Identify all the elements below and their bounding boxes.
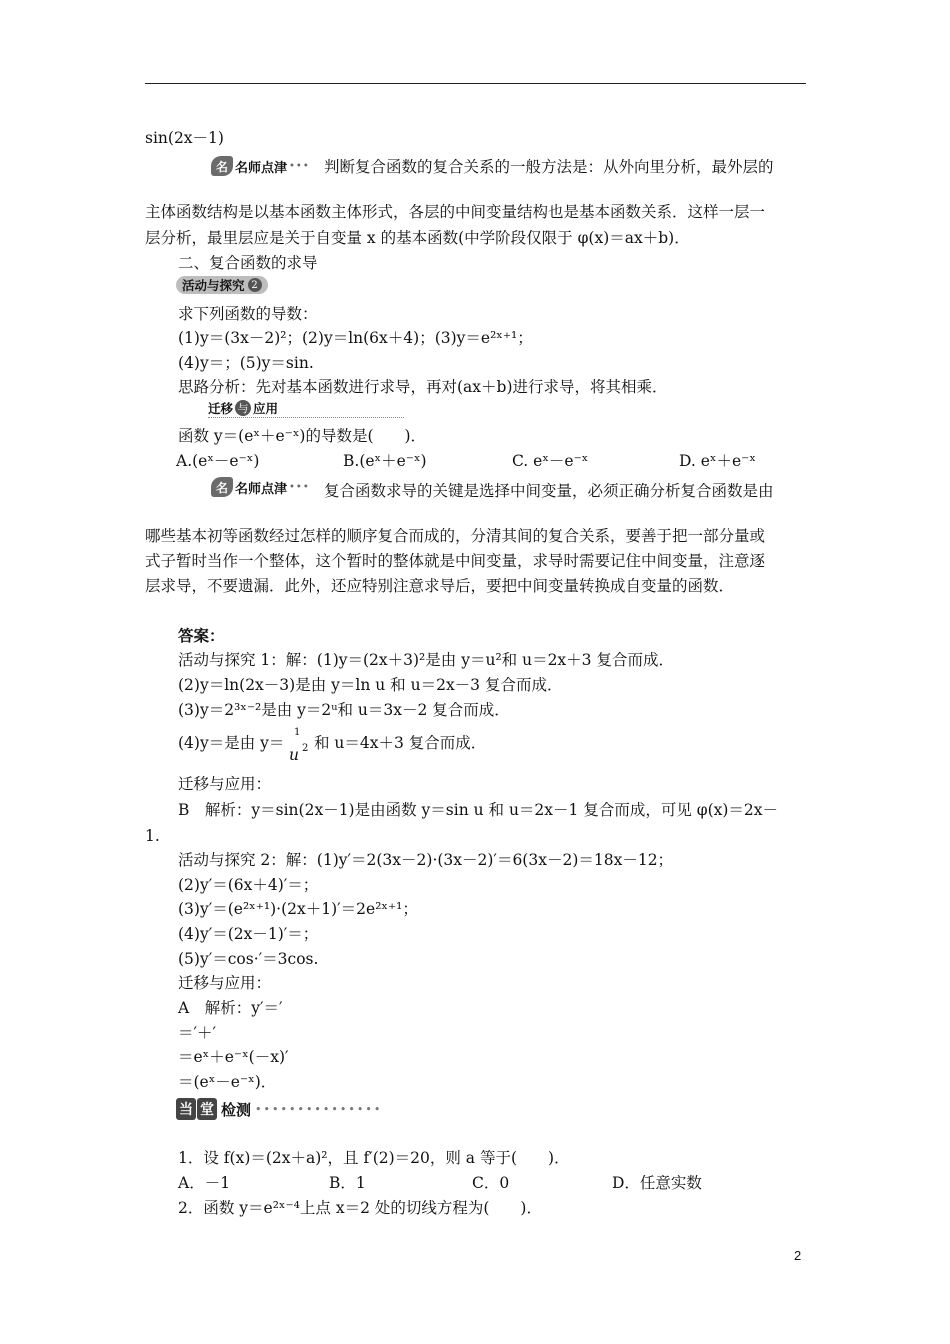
- tag-label: 活动与探究: [182, 278, 245, 293]
- dots-decoration: •••: [289, 481, 310, 493]
- answer-line: A 解析：y′＝′: [178, 999, 283, 1017]
- answer-title: 答案：: [178, 626, 225, 645]
- text-line: 复合函数求导的关键是选择中间变量，必须正确分析复合函数是由: [324, 482, 774, 500]
- exponent-bottom: 2: [302, 743, 309, 754]
- text-line: (1)y＝(3x－2)²；(2)y＝ln(6x＋4)；(3)y＝e²ˣ⁺¹；: [178, 329, 533, 347]
- text-line: 哪些基本初等函数经过怎样的顺序复合而成的，分清其间的复合关系，要善于把一部分量或: [145, 527, 766, 545]
- tag-label: 应用: [253, 401, 279, 416]
- mingshi-badge-icon: 名: [211, 156, 233, 176]
- option-c: C. eˣ－e⁻ˣ: [512, 452, 589, 470]
- answer-line: (4)y＝是由 y＝: [178, 734, 285, 752]
- circle-badge-icon: 与: [235, 400, 251, 416]
- tag-block: 当: [176, 1098, 196, 1120]
- section-heading: 二、复合函数的求导: [178, 254, 318, 272]
- text-line: 函数 y＝(eˣ＋e⁻ˣ)的导数是( )．: [178, 427, 427, 445]
- huodong-tag: [176, 276, 268, 294]
- text-line: 求下列函数的导数：: [178, 305, 318, 323]
- answer-line: ＝(eˣ－e⁻ˣ)．: [178, 1073, 277, 1091]
- text-line: 层求导，不要遗漏．此外，还应特别注意求导后，要把中间变量转换成自变量的函数．: [145, 577, 735, 595]
- answer-line: 迁移与应用：: [178, 974, 272, 992]
- tag-block: 堂: [197, 1098, 217, 1120]
- option-d: D．任意实数: [612, 1174, 702, 1192]
- tag-label: 名师点津: [235, 160, 288, 176]
- tag-label: 检测: [221, 1100, 252, 1119]
- text-line: 判断复合函数的复合关系的一般方法是：从外向里分析，最外层的: [324, 158, 774, 176]
- header-rule: [145, 83, 806, 84]
- answer-line: 迁移与应用：: [178, 775, 272, 793]
- option-d: D. eˣ＋e⁻ˣ: [679, 452, 756, 470]
- number-badge-icon: 2: [248, 278, 262, 292]
- answer-line: ＝′＋′: [178, 1024, 217, 1042]
- answer-line: 1.: [145, 827, 160, 845]
- mingshi-tag: [211, 156, 310, 176]
- question-2: 2．函数 y＝e²ˣ⁻⁴上点 x＝2 处的切线方程为( )．: [178, 1199, 542, 1217]
- mingshi-badge-icon: 名: [211, 477, 233, 497]
- question-1: 1．设 f(x)＝(2x＋a)²，且 f′(2)＝20，则 a 等于( )．: [178, 1149, 570, 1167]
- text-line: 思路分析：先对基本函数进行求导，再对(ax＋b)进行求导，将其相乘．: [178, 378, 668, 396]
- mingshi-tag: [211, 477, 310, 497]
- option-b: B．1: [329, 1174, 366, 1192]
- text-line: 层分析，最里层应是关于自变量 x 的基本函数(中学阶段仅限于 φ(x)＝ax＋b)．: [145, 229, 690, 247]
- answer-line: (3)y＝2³ˣ⁻²是由 y＝2ᵘ和 u＝3x－2 复合而成．: [178, 701, 510, 719]
- tag-label: 名师点津: [235, 481, 288, 497]
- option-c: C．0: [472, 1174, 510, 1192]
- dots-decoration: •••••••••••••••: [255, 1102, 383, 1116]
- answer-line: ＝eˣ＋e⁻ˣ(－x)′: [178, 1048, 289, 1066]
- option-a: A.(eˣ－e⁻ˣ): [176, 452, 260, 470]
- qianyi-tag: [208, 399, 404, 418]
- fraction-base: u: [289, 746, 299, 764]
- answer-line: (2)y＝ln(2x－3)是由 y＝ln u 和 u＝2x－3 复合而成．: [178, 676, 563, 694]
- dangtang-tag: [176, 1097, 382, 1121]
- answer-line: (5)y′＝cos·′＝3cos.: [178, 950, 319, 968]
- answer-line: 活动与探究 2：解：(1)y′＝2(3x－2)·(3x－2)′＝6(3x－2)＝18x－12；: [178, 851, 674, 869]
- page-number: 2: [794, 1248, 802, 1263]
- text-line: (4)y＝；(5)y＝sin.: [178, 354, 314, 372]
- answer-line: B 解析：y＝sin(2x－1)是由函数 y＝sin u 和 u＝2x－1 复合而成，可见 φ(x)＝2x－: [178, 801, 779, 819]
- answer-line: 和 u＝4x＋3 复合而成．: [314, 734, 487, 752]
- exponent-top: 1: [294, 727, 301, 738]
- text-line: 式子暂时当作一个整体，这个暂时的整体就是中间变量，求导时需要记住中间变量，注意逐: [145, 552, 766, 570]
- answer-line: (4)y′＝(2x－1)′＝；: [178, 925, 319, 943]
- option-a: A．－1: [178, 1174, 231, 1192]
- answer-line: (3)y′＝(e²ˣ⁺¹)·(2x＋1)′＝2e²ˣ⁺¹；: [178, 900, 418, 918]
- text-line: sin(2x－1): [145, 129, 224, 147]
- tag-label: 迁移: [208, 401, 234, 416]
- answer-line: (2)y′＝(6x＋4)′＝；: [178, 876, 319, 894]
- text-line: 主体函数结构是以基本函数主体形式，各层的中间变量结构也是基本函数关系．这样一层一: [145, 203, 766, 221]
- dots-decoration: •••: [289, 160, 310, 172]
- option-b: B.(eˣ＋e⁻ˣ): [343, 452, 427, 470]
- answer-line: 活动与探究 1：解：(1)y＝(2x＋3)²是由 y＝u²和 u＝2x＋3 复合而成．: [178, 651, 674, 669]
